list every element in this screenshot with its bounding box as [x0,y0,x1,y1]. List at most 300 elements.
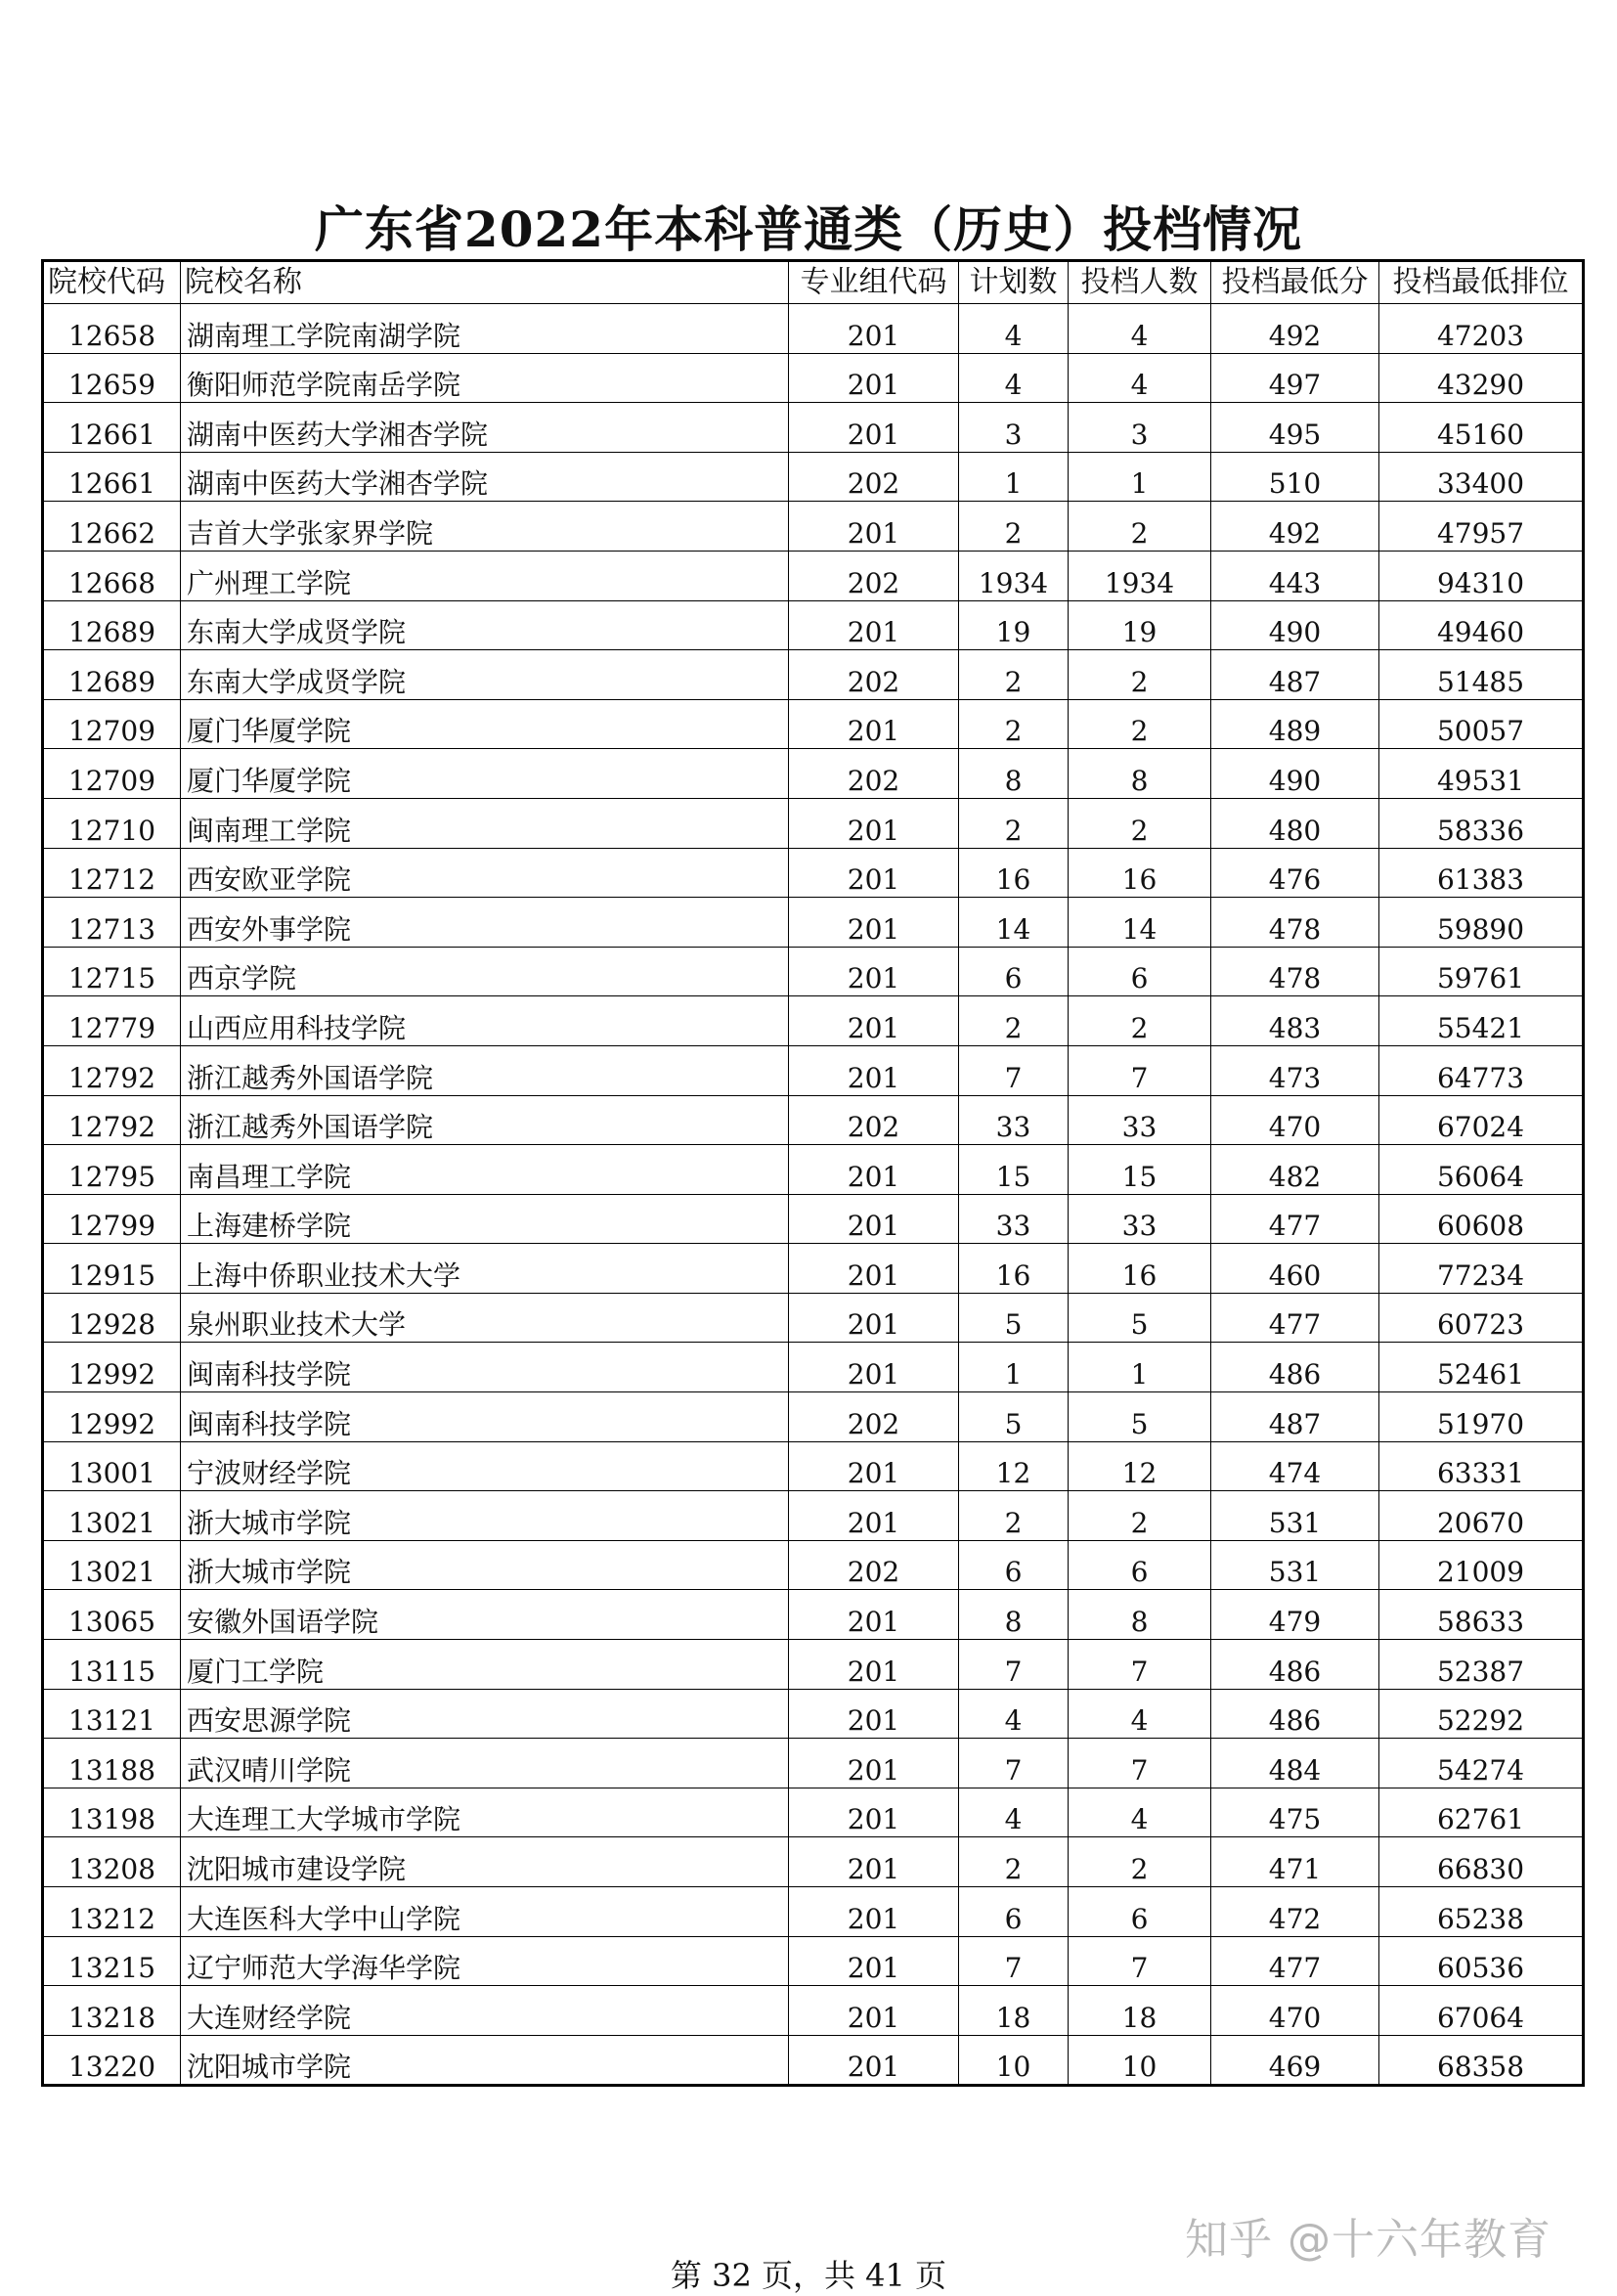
table-row [43,1095,1584,1145]
table-cell: 33 [959,1095,1069,1145]
table-row [43,1491,1584,1541]
table-row [43,1936,1584,1986]
table-cell: 201 [789,1441,959,1491]
table-cell: 202 [789,1095,959,1145]
table-cell: 13198 [43,1788,181,1837]
table-cell: 58633 [1379,1590,1584,1640]
table-cell: 13208 [43,1837,181,1887]
table-cell: 13065 [43,1590,181,1640]
school-name-cell: 湖南中医药大学湘杏学院 [181,403,789,453]
school-name-cell: 武汉晴川学院 [181,1739,789,1788]
table-cell: 16 [959,848,1069,898]
table-row [43,749,1584,799]
table-cell: 45160 [1379,403,1584,453]
school-name-cell: 南昌理工学院 [181,1145,789,1195]
table-cell: 12992 [43,1343,181,1392]
column-header: 计划数 [959,261,1069,304]
table-cell: 60536 [1379,1936,1584,1986]
table-cell: 471 [1211,1837,1379,1887]
table-cell: 7 [959,1936,1069,1986]
column-header: 院校代码 [43,261,181,304]
school-name-cell: 闽南科技学院 [181,1343,789,1392]
table-cell: 65238 [1379,1887,1584,1937]
table-cell: 202 [789,749,959,799]
page-number: 第 32 页，共 41 页 [670,2257,947,2294]
table-cell: 15 [959,1145,1069,1195]
school-name-cell: 西安欧亚学院 [181,848,789,898]
table-cell: 6 [959,1540,1069,1590]
school-name-cell: 辽宁师范大学海华学院 [181,1936,789,1986]
table-cell: 14 [959,898,1069,948]
table-cell: 12689 [43,650,181,700]
table-cell: 8 [959,1590,1069,1640]
table-cell: 77234 [1379,1244,1584,1294]
table-cell: 486 [1211,1689,1379,1739]
table-cell: 21009 [1379,1540,1584,1590]
table-cell: 5 [1069,1293,1211,1343]
table-cell: 489 [1211,699,1379,749]
table-cell: 12713 [43,898,181,948]
table-cell: 49460 [1379,600,1584,650]
table-cell: 12661 [43,452,181,502]
table-cell: 497 [1211,353,1379,403]
watermark-text: 知乎 @十六年教育 [1185,2215,1551,2265]
table-cell: 2 [1069,1491,1211,1541]
school-name-cell: 大连理工大学城市学院 [181,1788,789,1837]
table-cell: 12689 [43,600,181,650]
table-cell: 202 [789,650,959,700]
table-cell: 202 [789,551,959,600]
school-name-cell: 安徽外国语学院 [181,1590,789,1640]
table-cell: 19 [1069,600,1211,650]
table-cell: 12 [1069,1441,1211,1491]
school-name-cell: 山西应用科技学院 [181,996,789,1046]
table-cell: 33 [1069,1095,1211,1145]
table-row [43,1194,1584,1244]
table-cell: 12709 [43,699,181,749]
table-cell: 33400 [1379,452,1584,502]
table-row [43,1045,1584,1095]
table-cell: 201 [789,947,959,996]
table-cell: 201 [789,600,959,650]
table-cell: 67064 [1379,1986,1584,2036]
table-cell: 12992 [43,1392,181,1442]
school-name-cell: 厦门工学院 [181,1640,789,1690]
table-cell: 13188 [43,1739,181,1788]
table-cell: 16 [1069,1244,1211,1294]
table-cell: 2 [959,650,1069,700]
table-cell: 33 [959,1194,1069,1244]
table-row [43,1739,1584,1788]
column-header: 投档最低排位 [1379,261,1584,304]
school-name-cell: 西安思源学院 [181,1689,789,1739]
table-cell: 12779 [43,996,181,1046]
table-cell: 476 [1211,848,1379,898]
table-row [43,848,1584,898]
table-cell: 18 [1069,1986,1211,2036]
table-cell: 60608 [1379,1194,1584,1244]
school-name-cell: 西京学院 [181,947,789,996]
table-cell: 52292 [1379,1689,1584,1739]
school-name-cell: 厦门华厦学院 [181,699,789,749]
table-cell: 7 [959,1739,1069,1788]
table-cell: 201 [789,2035,959,2086]
table-row [43,2035,1584,2086]
table-cell: 7 [1069,1045,1211,1095]
table-cell: 443 [1211,551,1379,600]
table-cell: 477 [1211,1194,1379,1244]
table-cell: 54274 [1379,1739,1584,1788]
school-name-cell: 大连医科大学中山学院 [181,1887,789,1937]
table-cell: 201 [789,1887,959,1937]
table-row [43,353,1584,403]
table-cell: 490 [1211,600,1379,650]
school-name-cell: 吉首大学张家界学院 [181,502,789,552]
table-cell: 4 [1069,1788,1211,1837]
table-cell: 201 [789,1640,959,1690]
table-cell: 13220 [43,2035,181,2086]
table-cell: 47203 [1379,304,1584,354]
table-cell: 51485 [1379,650,1584,700]
table-cell: 475 [1211,1788,1379,1837]
table-cell: 201 [789,1936,959,1986]
table-cell: 201 [789,798,959,848]
table-cell: 12659 [43,353,181,403]
table-row [43,1887,1584,1937]
table-cell: 66830 [1379,1837,1584,1887]
school-name-cell: 西安外事学院 [181,898,789,948]
table-cell: 13021 [43,1491,181,1541]
table-cell: 12710 [43,798,181,848]
table-cell: 1 [959,452,1069,502]
table-cell: 12662 [43,502,181,552]
table-cell: 531 [1211,1491,1379,1541]
table-cell: 2 [959,996,1069,1046]
table-cell: 510 [1211,452,1379,502]
table-row [43,551,1584,600]
table-cell: 43290 [1379,353,1584,403]
table-cell: 531 [1211,1540,1379,1590]
table-cell: 4 [1069,304,1211,354]
table-cell: 52461 [1379,1343,1584,1392]
table-cell: 469 [1211,2035,1379,2086]
table-cell: 201 [789,898,959,948]
table-cell: 201 [789,1045,959,1095]
table-cell: 64773 [1379,1045,1584,1095]
table-cell: 7 [1069,1739,1211,1788]
table-cell: 68358 [1379,2035,1584,2086]
table-cell: 487 [1211,650,1379,700]
table-cell: 201 [789,1837,959,1887]
table-cell: 6 [1069,947,1211,996]
table-row [43,403,1584,453]
table-cell: 201 [789,848,959,898]
school-name-cell: 沈阳城市学院 [181,2035,789,2086]
table-cell: 2 [1069,996,1211,1046]
table-cell: 201 [789,1739,959,1788]
table-cell: 201 [789,1145,959,1195]
table-header-row [43,261,1584,304]
school-name-cell: 厦门华厦学院 [181,749,789,799]
table-cell: 12928 [43,1293,181,1343]
school-name-cell: 浙大城市学院 [181,1540,789,1590]
table-row [43,1244,1584,1294]
table-cell: 480 [1211,798,1379,848]
table-row [43,1145,1584,1195]
column-header: 院校名称 [181,261,789,304]
table-cell: 486 [1211,1640,1379,1690]
table-cell: 3 [1069,403,1211,453]
table-cell: 4 [1069,1689,1211,1739]
table-cell: 483 [1211,996,1379,1046]
table-cell: 477 [1211,1936,1379,1986]
table-row [43,1788,1584,1837]
table-cell: 4 [959,1788,1069,1837]
table-cell: 6 [959,947,1069,996]
table-cell: 6 [959,1887,1069,1937]
school-name-cell: 东南大学成贤学院 [181,600,789,650]
table-cell: 7 [959,1045,1069,1095]
table-cell: 33 [1069,1194,1211,1244]
table-cell: 4 [959,304,1069,354]
table-cell: 5 [959,1392,1069,1442]
table-cell: 201 [789,1244,959,1294]
table-cell: 1 [1069,452,1211,502]
table-cell: 20670 [1379,1491,1584,1541]
table-cell: 4 [959,353,1069,403]
school-name-cell: 浙江越秀外国语学院 [181,1095,789,1145]
table-cell: 61383 [1379,848,1584,898]
table-cell: 201 [789,1986,959,2036]
table-cell: 56064 [1379,1145,1584,1195]
table-cell: 8 [1069,749,1211,799]
admission-score-table [41,259,1585,2087]
table-cell: 487 [1211,1392,1379,1442]
table-cell: 201 [789,1590,959,1640]
table-row [43,996,1584,1046]
table-cell: 58336 [1379,798,1584,848]
table-cell: 52387 [1379,1640,1584,1690]
table-row [43,1392,1584,1442]
table-cell: 51970 [1379,1392,1584,1442]
table-row [43,650,1584,700]
school-name-cell: 广州理工学院 [181,551,789,600]
table-cell: 486 [1211,1343,1379,1392]
table-cell: 201 [789,353,959,403]
table-cell: 6 [1069,1887,1211,1937]
table-row [43,452,1584,502]
table-cell: 202 [789,1540,959,1590]
table-cell: 12715 [43,947,181,996]
table-cell: 201 [789,1689,959,1739]
table-cell: 7 [1069,1936,1211,1986]
table-cell: 201 [789,403,959,453]
column-header: 投档最低分 [1211,261,1379,304]
table-cell: 2 [1069,699,1211,749]
table-cell: 14 [1069,898,1211,948]
school-name-cell: 衡阳师范学院南岳学院 [181,353,789,403]
table-row [43,502,1584,552]
table-cell: 2 [1069,650,1211,700]
school-name-cell: 上海建桥学院 [181,1194,789,1244]
table-body [43,304,1584,2086]
table-row [43,600,1584,650]
table-cell: 492 [1211,304,1379,354]
school-name-cell: 东南大学成贤学院 [181,650,789,700]
table-cell: 201 [789,1788,959,1837]
table-cell: 492 [1211,502,1379,552]
table-cell: 201 [789,699,959,749]
table-cell: 12661 [43,403,181,453]
table-row [43,1986,1584,2036]
table-cell: 12 [959,1441,1069,1491]
table-cell: 473 [1211,1045,1379,1095]
table-cell: 5 [959,1293,1069,1343]
table-cell: 202 [789,1392,959,1442]
table-cell: 8 [1069,1590,1211,1640]
table-cell: 47957 [1379,502,1584,552]
table-cell: 482 [1211,1145,1379,1195]
school-name-cell: 泉州职业技术大学 [181,1293,789,1343]
table-cell: 12668 [43,551,181,600]
table-cell: 12795 [43,1145,181,1195]
table-cell: 477 [1211,1293,1379,1343]
table-cell: 12915 [43,1244,181,1294]
school-name-cell: 大连财经学院 [181,1986,789,2036]
table-cell: 10 [959,2035,1069,2086]
table-cell: 12799 [43,1194,181,1244]
table-cell: 1934 [959,551,1069,600]
table-cell: 94310 [1379,551,1584,600]
table-cell: 201 [789,1491,959,1541]
table-cell: 1934 [1069,551,1211,600]
table-row [43,898,1584,948]
table-cell: 2 [1069,502,1211,552]
table-cell: 2 [1069,1837,1211,1887]
table-cell: 460 [1211,1244,1379,1294]
table-row [43,1837,1584,1887]
table-cell: 2 [1069,798,1211,848]
school-name-cell: 浙大城市学院 [181,1491,789,1541]
table-cell: 13121 [43,1689,181,1739]
table-cell: 15 [1069,1145,1211,1195]
table-cell: 4 [959,1689,1069,1739]
table-cell: 484 [1211,1739,1379,1788]
table-cell: 495 [1211,403,1379,453]
table-cell: 19 [959,600,1069,650]
column-header: 专业组代码 [789,261,959,304]
table-cell: 12792 [43,1045,181,1095]
table-cell: 2 [959,798,1069,848]
table-cell: 202 [789,452,959,502]
table-cell: 12792 [43,1095,181,1145]
table-row [43,1343,1584,1392]
table-row [43,1689,1584,1739]
table-cell: 16 [959,1244,1069,1294]
table-cell: 59890 [1379,898,1584,948]
school-name-cell: 沈阳城市建设学院 [181,1837,789,1887]
table-cell: 479 [1211,1590,1379,1640]
table-cell: 2 [959,502,1069,552]
table-row [43,304,1584,354]
table-row [43,1640,1584,1690]
table-cell: 6 [1069,1540,1211,1590]
school-name-cell: 浙江越秀外国语学院 [181,1045,789,1095]
table-cell: 13001 [43,1441,181,1491]
table-cell: 470 [1211,1986,1379,2036]
table-row [43,1590,1584,1640]
table-cell: 1 [959,1343,1069,1392]
table-cell: 13021 [43,1540,181,1590]
table-cell: 10 [1069,2035,1211,2086]
column-header: 投档人数 [1069,261,1211,304]
table-cell: 13212 [43,1887,181,1937]
table-cell: 1 [1069,1343,1211,1392]
table-cell: 2 [959,1837,1069,1887]
table-row [43,699,1584,749]
school-name-cell: 闽南科技学院 [181,1392,789,1442]
table-cell: 474 [1211,1441,1379,1491]
table-cell: 2 [959,699,1069,749]
table-cell: 8 [959,749,1069,799]
table-row [43,1293,1584,1343]
table-cell: 478 [1211,898,1379,948]
table-cell: 478 [1211,947,1379,996]
table-cell: 13218 [43,1986,181,2036]
table-cell: 59761 [1379,947,1584,996]
table-row [43,1540,1584,1590]
table-cell: 18 [959,1986,1069,2036]
table-row [43,947,1584,996]
table-cell: 5 [1069,1392,1211,1442]
school-name-cell: 湖南理工学院南湖学院 [181,304,789,354]
school-name-cell: 上海中侨职业技术大学 [181,1244,789,1294]
school-name-cell: 闽南理工学院 [181,798,789,848]
table-cell: 201 [789,1293,959,1343]
table-cell: 12709 [43,749,181,799]
table-cell: 13215 [43,1936,181,1986]
table-cell: 470 [1211,1095,1379,1145]
table-cell: 201 [789,1343,959,1392]
table-cell: 16 [1069,848,1211,898]
table-cell: 201 [789,996,959,1046]
table-cell: 63331 [1379,1441,1584,1491]
table-cell: 2 [959,1491,1069,1541]
table-row [43,1441,1584,1491]
table-cell: 49531 [1379,749,1584,799]
table-cell: 67024 [1379,1095,1584,1145]
table-cell: 201 [789,502,959,552]
table-row [43,798,1584,848]
table-cell: 55421 [1379,996,1584,1046]
table-cell: 62761 [1379,1788,1584,1837]
table-cell: 201 [789,1194,959,1244]
table-cell: 3 [959,403,1069,453]
school-name-cell: 湖南中医药大学湘杏学院 [181,452,789,502]
table-cell: 60723 [1379,1293,1584,1343]
table-cell: 201 [789,304,959,354]
table-cell: 12658 [43,304,181,354]
table-cell: 4 [1069,353,1211,403]
table-cell: 13115 [43,1640,181,1690]
table-cell: 12712 [43,848,181,898]
table-cell: 490 [1211,749,1379,799]
table-cell: 7 [1069,1640,1211,1690]
page-title: 广东省2022年本科普通类（历史）投档情况 [314,200,1303,258]
table-cell: 472 [1211,1887,1379,1937]
table-cell: 7 [959,1640,1069,1690]
table-cell: 50057 [1379,699,1584,749]
